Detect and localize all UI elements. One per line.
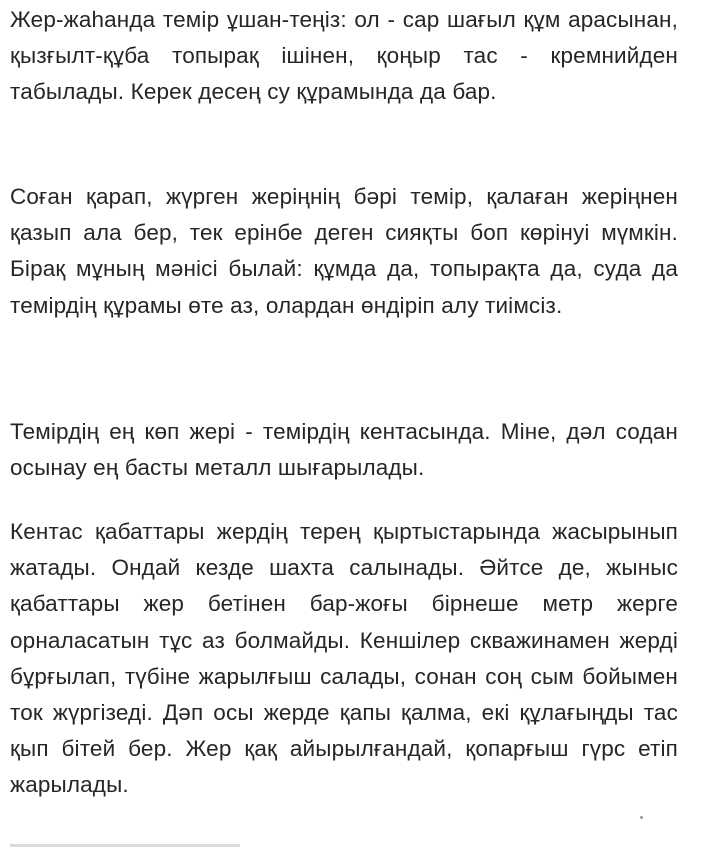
scan-speck [640,816,643,819]
paragraph-iron-content: Соған қарап, жүрген жеріңнің бәрі темір, қалаған жеріңнен қазып ала бер, тек ерінбе деген сияқты боп көрінуі мүмкін. Бірақ мұның мәнісі былай: құмда да, топырақта да, суда да темірдің құрамы өте аз, олардан өндіріп алу тиімсіз. [10,184,678,318]
cut-off-next-line [0,838,703,854]
paragraph-mining: Кентас қабаттары жердің терең қыртыстарында жасырынып жатады. Ондай кезде шахта салынады. Әйтсе де, жыныс қабаттары жер бетінен бар-жоғы бірнеше метр жерге орналасатын тұс аз болмайды. Кеншілер скважинамен жерді бұрғылап, түбіне жарылғыш салады, сонан соң сым бойымен ток жүргізеді. Дәп осы жерде қапы қалма, екі құлағыңды тас қып бітей бер. Жер қақ айырылғандай, қопарғыш гүрс етіп жарылады. [10,519,678,798]
paragraph-iron-abundance: Жер-жаһанда темір ұшан-теңіз: ол - сар шағыл құм арасынан, қызғылт-құба топырақ ішінен, қоңыр тас - кремнийден табылады. Керек десең су құрамында да бар. [10,7,678,105]
paragraph-iron-ore: Темірдің ең көп жері - темірдің кентасында. Міне, дәл содан осынау ең басты металл шығарылады. [10,419,678,481]
cut-off-text-fragment [10,844,240,854]
